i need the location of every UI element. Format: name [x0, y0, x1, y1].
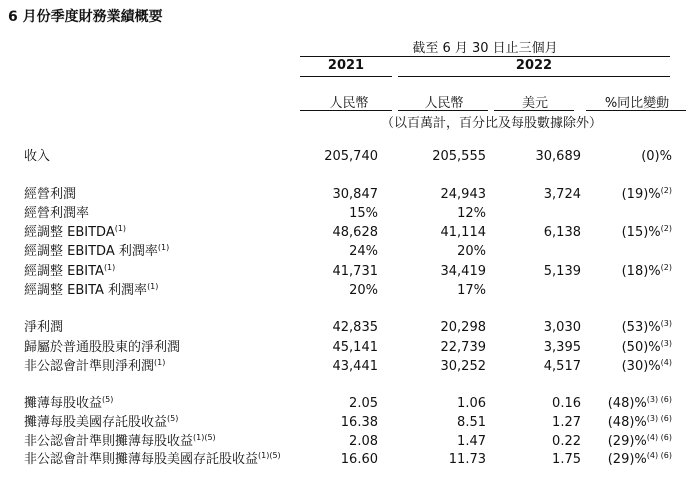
row-label [24, 415, 178, 431]
value-yoy-footnote: (3) (6) [646, 414, 672, 423]
value-yoy [608, 434, 672, 450]
value-yoy [622, 225, 672, 241]
value-2021-rmb: 42,835 [332, 320, 378, 335]
col-rmb-2022-header: 人民幣 [424, 96, 464, 111]
value-yoy [608, 415, 672, 431]
table-row [0, 244, 700, 260]
value-2022-rmb: 8.51 [457, 415, 486, 430]
value-yoy-text: (48)% [607, 396, 647, 411]
value-2021-rmb: 30,847 [332, 187, 378, 202]
value-2022-rmb: 22,739 [440, 340, 486, 355]
value-2022-usd: 3,395 [543, 340, 581, 355]
row-label-footnote: (1)(5) [258, 451, 281, 460]
value-yoy-text: (18)% [621, 264, 661, 279]
table-row [0, 396, 700, 412]
value-2021-rmb: 16.60 [340, 452, 378, 467]
value-2021-rmb: 2.05 [349, 396, 378, 411]
value-2021-rmb: 16.38 [340, 415, 378, 430]
value-yoy-footnote: (4) [660, 358, 672, 367]
row-label-footnote: (1) [157, 243, 170, 252]
table-row [0, 415, 700, 431]
value-yoy [641, 149, 672, 165]
value-2022-rmb: 20,298 [440, 320, 486, 335]
row-label [24, 359, 165, 375]
value-yoy [622, 359, 672, 375]
value-yoy-text: (15)% [621, 225, 661, 240]
row-label [24, 452, 281, 468]
value-yoy [622, 340, 672, 356]
row-label [24, 149, 50, 165]
value-2022-usd: 4,517 [543, 359, 581, 374]
value-yoy-footnote: (4) (6) [646, 433, 672, 442]
year-2021-header: 2021 [327, 58, 365, 73]
value-2022-rmb: 34,419 [440, 264, 486, 279]
value-yoy [608, 396, 672, 412]
value-2022-usd: 5,139 [543, 264, 581, 279]
row-label-footnote: (1)(5) [193, 433, 216, 442]
value-2021-rmb: 48,628 [332, 225, 378, 240]
row-label-footnote: (5) [102, 395, 114, 404]
value-2021-rmb: 24% [349, 244, 378, 259]
table-row [0, 340, 700, 356]
row-label-text: 淨利潤 [24, 320, 64, 335]
value-2022-rmb: 41,114 [440, 225, 486, 240]
row-label-text: 經調整 EBITA 利潤率 [24, 283, 148, 298]
value-2022-usd: 0.16 [552, 396, 581, 411]
units-note: （以百萬計，百分比及每股數據除外） [381, 116, 603, 131]
value-2021-rmb: 43,441 [332, 359, 378, 374]
table-row [0, 149, 700, 165]
value-2022-usd: 3,030 [543, 320, 581, 335]
year-2022-header: 2022 [515, 58, 553, 73]
col-usd-header: 美元 [521, 96, 548, 111]
value-2022-rmb: 205,555 [432, 149, 486, 164]
row-label-footnote: (1) [147, 282, 159, 291]
value-yoy-text: (0)% [641, 149, 672, 164]
value-yoy-text: (29)% [607, 452, 647, 467]
row-label-footnote: (1) [114, 224, 127, 233]
row-label-footnote: (5) [167, 414, 179, 423]
value-yoy-text: (53)% [621, 320, 661, 335]
value-yoy-footnote: (2) [660, 186, 672, 195]
row-label-footnote: (1) [103, 263, 116, 272]
row-label-text: 經調整 EBITDA [24, 225, 115, 240]
value-2021-rmb: 15% [349, 206, 378, 221]
col-usd-rule [494, 110, 574, 111]
value-2022-rmb: 30,252 [440, 359, 486, 374]
value-yoy-text: (48)% [607, 415, 647, 430]
value-2022-rmb: 12% [457, 206, 486, 221]
value-yoy-footnote: (3) (6) [646, 395, 672, 404]
row-label-text: 攤薄每股美國存託股收益 [24, 415, 168, 430]
table-row [0, 452, 700, 468]
table-row [0, 225, 700, 241]
row-label-footnote: (1) [154, 358, 166, 367]
row-label [24, 283, 158, 299]
value-2021-rmb: 41,731 [332, 264, 378, 279]
row-label-text: 經調整 EBITA [24, 264, 104, 279]
period-rule [300, 56, 670, 57]
table-row [0, 320, 700, 336]
value-2022-usd: 1.27 [552, 415, 581, 430]
row-label [24, 340, 180, 356]
row-label-text: 歸屬於普通股股東的淨利潤 [24, 340, 181, 355]
value-2022-rmb: 20% [457, 244, 486, 259]
table-row [0, 206, 700, 222]
value-yoy-footnote: (2) [660, 224, 672, 233]
value-2021-rmb: 205,740 [324, 149, 378, 164]
year-2022-rule [398, 76, 670, 77]
row-label-text: 經營利潤率 [24, 206, 90, 221]
value-yoy [622, 320, 672, 336]
row-label [24, 244, 169, 260]
row-label [24, 264, 115, 280]
row-label [24, 187, 76, 203]
value-yoy-footnote: (3) [660, 319, 672, 328]
value-yoy [622, 187, 672, 203]
col-rmb-2022-rule [398, 110, 488, 111]
row-label [24, 396, 113, 412]
value-2021-rmb: 20% [349, 283, 378, 298]
table-row [0, 359, 700, 375]
row-label [24, 206, 89, 222]
col-yoy-header: %同比變動 [604, 96, 670, 111]
period-header: 截至 6 月 30 日止三個月 [412, 41, 558, 56]
value-2022-rmb: 1.06 [457, 396, 486, 411]
value-2021-rmb: 45,141 [332, 340, 378, 355]
value-yoy-text: (19)% [621, 187, 661, 202]
year-2021-rule [300, 76, 392, 77]
col-yoy-rule [586, 110, 686, 111]
value-yoy-text: (30)% [621, 359, 661, 374]
row-label-text: 經調整 EBITDA 利潤率 [24, 244, 158, 259]
value-2022-usd: 0.22 [552, 434, 581, 449]
value-yoy-text: (50)% [621, 340, 661, 355]
value-2022-usd: 1.75 [552, 452, 581, 467]
row-label-text: 非公認會計準則攤薄每股美國存託股收益 [24, 452, 259, 467]
row-label-text: 收入 [24, 149, 51, 164]
value-2022-rmb: 11.73 [448, 452, 486, 467]
value-yoy-footnote: (3) [660, 339, 672, 348]
row-label-text: 非公認會計準則淨利潤 [24, 359, 155, 374]
row-label-text: 非公認會計準則攤薄每股收益 [24, 434, 194, 449]
value-yoy-text: (29)% [607, 434, 647, 449]
value-2021-rmb: 2.08 [349, 434, 378, 449]
value-yoy [622, 264, 672, 280]
value-2022-rmb: 24,943 [440, 187, 486, 202]
row-label-text: 攤薄每股收益 [24, 396, 103, 411]
table-row [0, 187, 700, 203]
value-2022-usd: 30,689 [535, 149, 581, 164]
row-label [24, 225, 126, 241]
row-label [24, 320, 63, 336]
value-yoy [608, 452, 672, 468]
value-2022-usd: 3,724 [543, 187, 581, 202]
table-row [0, 283, 700, 299]
page-title: 6 月份季度財務業績概要 [8, 9, 163, 25]
col-rmb-2021-rule [300, 110, 392, 111]
value-2022-rmb: 17% [457, 283, 486, 298]
value-2022-rmb: 1.47 [457, 434, 486, 449]
row-label-text: 經營利潤 [24, 187, 77, 202]
col-rmb-2021-header: 人民幣 [329, 96, 369, 111]
value-yoy-footnote: (2) [660, 263, 672, 272]
table-row [0, 264, 700, 280]
row-label [24, 434, 216, 450]
value-yoy-footnote: (4) (6) [646, 451, 672, 460]
value-2022-usd: 6,138 [543, 225, 581, 240]
table-row [0, 434, 700, 450]
